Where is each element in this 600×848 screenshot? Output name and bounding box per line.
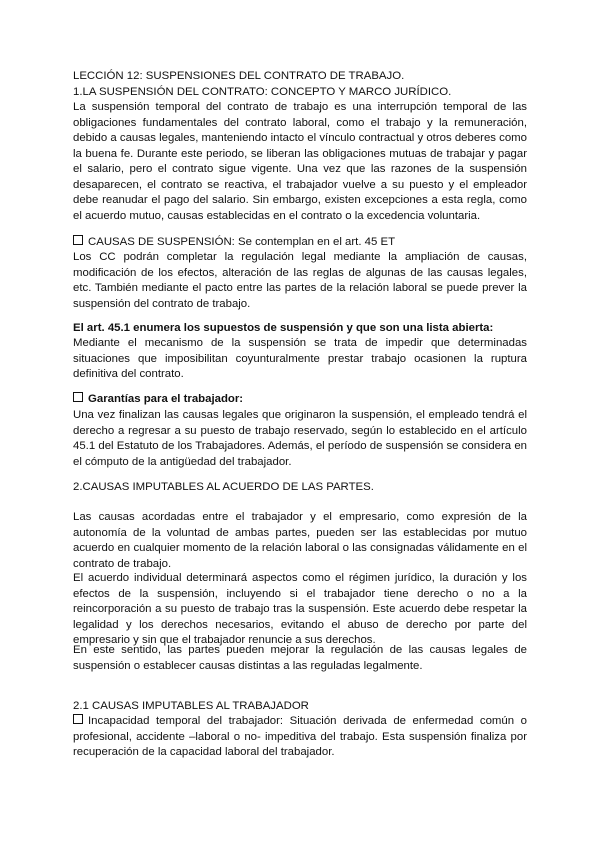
checkbox-bullet-icon [73, 392, 83, 402]
art451-paragraph: Mediante el mecanismo de la suspensión se trata de impedir que determinadas situaciones que imposibilitan coyunturalmente prestar trabajo ocasionen la ruptura definitiva del contrato. [73, 337, 527, 380]
causas-heading [73, 235, 527, 251]
causas-title: CAUSAS DE SUSPENSIÓN: Se contemplan en el art. 45 ET [88, 236, 396, 248]
section1-paragraph: La suspensión temporal del contrato de trabajo es una interrupción temporal de las obligaciones fundamentales del contrato laboral, como el trabajo y la remuneración, debido a causas legales, manteniendo intacto el vínculo contractual y otros deberes como la buena fe. Durante este periodo, se liberan las obligaciones mutuas de trabajar y pagar el salario, pero el contrato sigue vigente. Una vez que las razones de la suspensión desaparecen, el contrato se reactiva, el trabajador vuelve a su puesto y el empleador debe reanudar el pago del salario. Sin embargo, existen excepciones a esta regla, como el acuerdo mutuo, causas establecidas en el contrato o la excedencia voluntaria. [73, 101, 528, 222]
section2-title: 2.CAUSAS IMPUTABLES AL ACUERDO DE LAS PARTES. [73, 481, 374, 493]
garantias-heading [73, 392, 527, 408]
checkbox-bullet-icon [73, 714, 83, 724]
lesson-title: LECCIÓN 12: SUSPENSIONES DEL CONTRATO DE TRABAJO. [73, 70, 405, 82]
garantias-title: Garantías para el trabajador: [88, 393, 244, 405]
section21-title: 2.1 CAUSAS IMPUTABLES AL TRABAJADOR [73, 700, 309, 712]
section2-paragraph-1: Las causas acordadas entre el trabajador y el empresario, como expresión de la autonomía de la voluntad de ambas partes, pueden ser las establecidas por mutuo acuerdo en cualquier momento de la relación laboral o las consignadas válidamente en el contrato de trabajo. [73, 511, 527, 570]
section21-paragraph: Incapacidad temporal del trabajador: Situación derivada de enfermedad común o profesional, accidente –laboral o no- impeditiva del trabajo. Esta suspensión finaliza por recuperación de la capacidad laboral del trabajador. [73, 715, 527, 758]
checkbox-bullet-icon [73, 235, 83, 245]
section21-item [73, 714, 527, 761]
causas-paragraph: Los CC podrán completar la regulación legal mediante la ampliación de causas, modificación de los efectos, alteración de las reglas de algunas de las causas legales, etc. También mediante el pacto entre las partes de la relación laboral se puede prever la suspensión del contrato de trabajo. [73, 251, 527, 310]
section2-paragraph-3: En este sentido, las partes pueden mejorar la regulación de las causas legales de suspensión o establecer causas distintas a las reguladas legalmente. [73, 644, 527, 672]
section2-paragraph-2: El acuerdo individual determinará aspectos como el régimen jurídico, la duración y los efectos de la suspensión, incluyendo si el trabajador tiene derecho o no a la reincorporación a su puesto de trabajo tras la suspensión. Este acuerdo debe respetar la legalidad y los derechos necesarios, evitando el abuso de derecho por parte del empresario y sin que el trabajador renuncie a sus derechos. [73, 572, 527, 646]
art451-bold-line: El art. 45.1 enumera los supuestos de suspensión y que son una lista abierta: [73, 322, 494, 334]
garantias-paragraph: Una vez finalizan las causas legales que originaron la suspensión, el empleado tendrá el derecho a regresar a su puesto de trabajo reservado, según lo establecido en el artículo 45.1 del Estatuto de los Trabajadores. Además, el período de suspensión se considera en el cómputo de la antigüedad del trabajador. [73, 409, 527, 468]
section1-title: 1.LA SUSPENSIÓN DEL CONTRATO: CONCEPTO Y MARCO JURÍDICO. [73, 86, 452, 98]
